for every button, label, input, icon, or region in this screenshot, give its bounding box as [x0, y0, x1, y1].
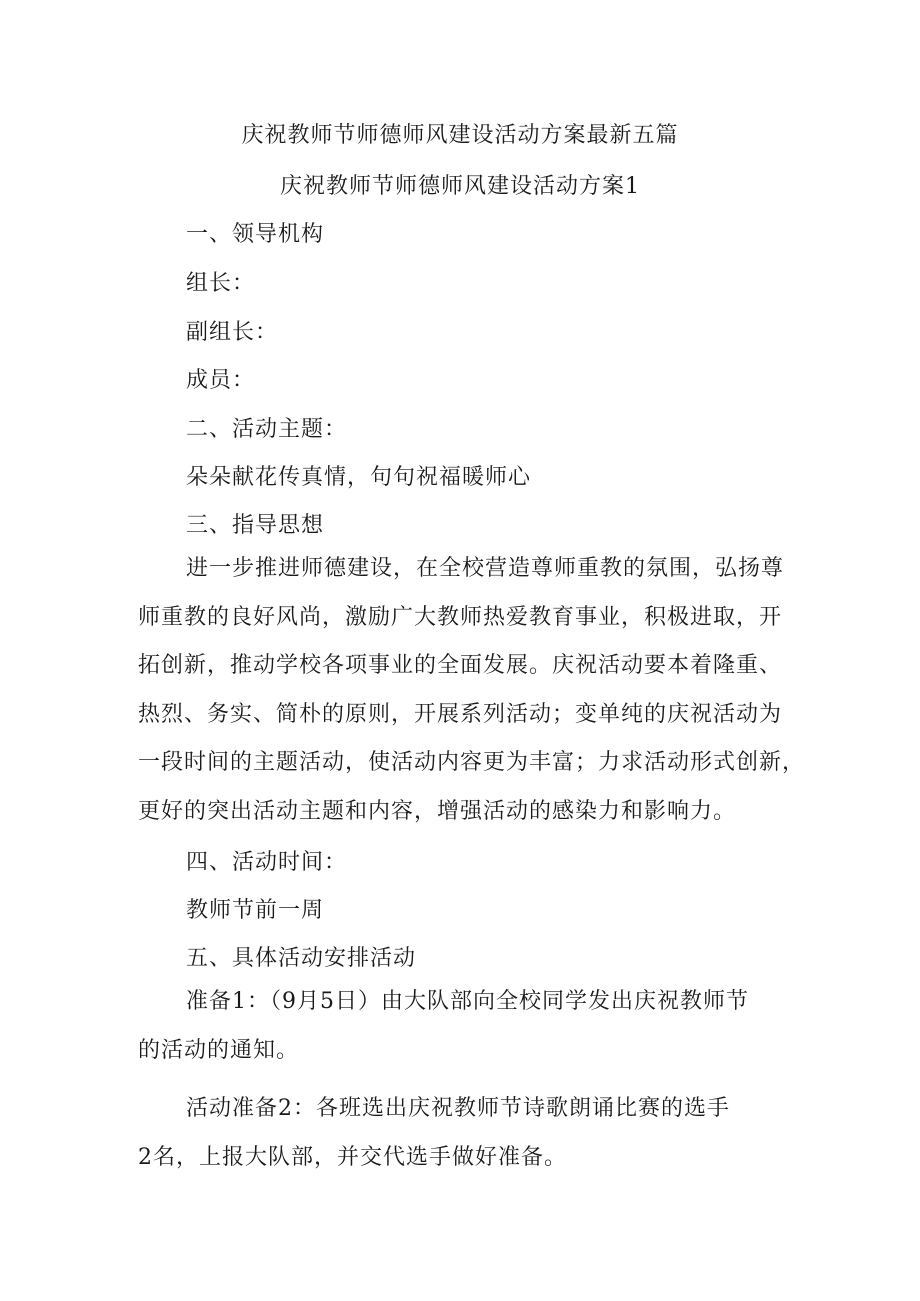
theme-text: 朵朵献花传真情，句句祝福暖师心 [186, 465, 532, 490]
section-heading-guiding: 三、指导思想 [186, 513, 325, 538]
prep2-paragraph [138, 1085, 798, 1182]
paragraph-line: 拓创新，推动学校各项事业的全面发展。庆祝活动要本着隆重、 [138, 653, 783, 678]
guiding-paragraph [138, 545, 806, 836]
document-subtitle: 庆祝教师节师德师风建设活动方案1 [280, 174, 640, 199]
section-heading-time: 四、活动时间： [186, 850, 348, 875]
section-heading-theme: 二、活动主题： [186, 417, 348, 442]
members-label: 成员： [186, 368, 256, 393]
paragraph-line: 一段时间的主题活动，使活动内容更为丰富；力求活动形式创新， [138, 750, 806, 775]
leader-label: 组长： [186, 271, 256, 296]
paragraph-line: 的活动的通知。 [138, 1037, 300, 1063]
vice-leader-label: 副组长： [186, 320, 279, 345]
document-title: 庆祝教师节师德师风建设活动方案最新五篇 [241, 123, 679, 148]
section-heading-arrangement: 五、具体活动安排活动 [186, 946, 417, 971]
paragraph-line: 2名，上报大队部，并交代选手做好准备。 [138, 1144, 567, 1170]
prep1-paragraph [138, 978, 798, 1075]
paragraph-line: 师重教的良好风尚，激励广大教师热爱教育事业，积极进取，开 [138, 604, 783, 630]
paragraph-line: 热烈、务实、简朴的原则，开展系列活动；变单纯的庆祝活动为 [138, 701, 783, 727]
time-text: 教师节前一周 [186, 898, 325, 923]
section-heading-leadership: 一、领导机构 [186, 222, 325, 247]
paragraph-line: 进一步推进师德建设，在全校营造尊师重教的氛围，弘扬尊 [186, 556, 785, 581]
paragraph-line: 准备1：（9月5日）由大队部向全校同学发出庆祝教师节 [186, 989, 749, 1014]
paragraph-line: 活动准备2：各班选出庆祝教师节诗歌朗诵比赛的选手 [186, 1096, 730, 1121]
paragraph-line: 更好的突出活动主题和内容，增强活动的感染力和影响力。 [138, 798, 737, 824]
